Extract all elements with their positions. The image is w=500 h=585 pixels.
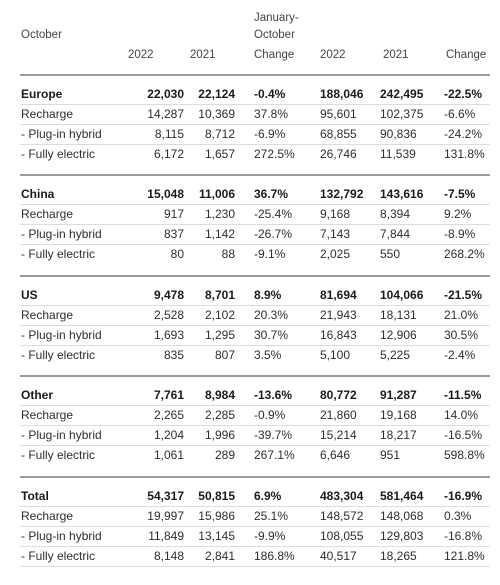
oct-2022-cell: 8,148 <box>153 549 184 563</box>
oct-change-cell: -9.9% <box>254 529 286 543</box>
ytd-2021-cell: 18,217 <box>380 428 417 442</box>
oct-2022-cell: 19,997 <box>147 509 184 523</box>
header-col-ytd-2022: 2022 <box>320 49 346 61</box>
oct-2021-cell: 1,657 <box>204 147 235 161</box>
ytd-change-cell: 21.0% <box>444 308 479 322</box>
section-divider <box>20 174 490 176</box>
ytd-2021-cell: 90,836 <box>380 127 417 141</box>
oct-change-cell: 272.5% <box>254 147 295 161</box>
table-row <box>0 526 500 546</box>
oct-2021-cell: 50,815 <box>198 489 235 503</box>
ytd-change-cell: -24.2% <box>444 127 483 141</box>
oct-2021-cell: 8,712 <box>204 127 235 141</box>
header-period-label: October <box>21 29 62 41</box>
ytd-2022-cell: 483,304 <box>320 489 364 503</box>
oct-change-cell: -6.9% <box>254 127 286 141</box>
oct-2022-cell: 22,030 <box>147 87 184 101</box>
ytd-change-cell: -22.5% <box>444 87 483 101</box>
ytd-change-cell: 268.2% <box>444 247 485 261</box>
row-label: - Plug-in hybrid <box>21 328 102 342</box>
ytd-2022-cell: 188,046 <box>320 87 364 101</box>
ytd-2021-cell: 12,906 <box>380 328 417 342</box>
ytd-2021-cell: 19,168 <box>380 408 417 422</box>
oct-2022-cell: 1,693 <box>153 328 184 342</box>
ytd-2022-cell: 80,772 <box>320 388 357 402</box>
oct-2021-cell: 13,145 <box>198 529 235 543</box>
ytd-2022-cell: 16,843 <box>320 328 357 342</box>
section-divider <box>20 74 490 76</box>
row-label: China <box>21 187 55 201</box>
row-label: - Plug-in hybrid <box>21 529 102 543</box>
table-row <box>0 506 500 526</box>
oct-2021-cell: 1,142 <box>204 227 235 241</box>
section-divider <box>20 476 490 478</box>
row-label: Recharge <box>21 207 74 221</box>
table-row <box>0 445 500 465</box>
row-label: - Fully electric <box>21 348 96 362</box>
row-label: - Fully electric <box>21 147 96 161</box>
ytd-2022-cell: 5,100 <box>320 348 351 362</box>
header-col-2022: 2022 <box>128 49 154 61</box>
oct-2022-cell: 2,528 <box>153 308 184 322</box>
ytd-2022-cell: 148,572 <box>320 509 364 523</box>
ytd-change-cell: 30.5% <box>444 328 479 342</box>
oct-change-cell: 6.9% <box>254 489 282 503</box>
oct-change-cell: 267.1% <box>254 448 295 462</box>
table-region-row <box>0 385 500 405</box>
oct-2022-cell: 837 <box>163 227 184 241</box>
table-row <box>0 204 500 224</box>
ytd-2022-cell: 6,646 <box>320 448 351 462</box>
ytd-2021-cell: 581,464 <box>380 489 424 503</box>
oct-2022-cell: 1,204 <box>153 428 184 442</box>
ytd-change-cell: -16.8% <box>444 529 483 543</box>
table-region-row <box>0 285 500 305</box>
oct-2021-cell: 11,006 <box>198 187 235 201</box>
ytd-2021-cell: 242,495 <box>380 87 424 101</box>
row-label: Recharge <box>21 107 74 121</box>
table-row <box>0 345 500 365</box>
oct-change-cell: -39.7% <box>254 428 293 442</box>
oct-2022-cell: 54,317 <box>147 489 184 503</box>
oct-2021-cell: 22,124 <box>198 87 235 101</box>
row-label: Recharge <box>21 509 74 523</box>
ytd-2021-cell: 951 <box>380 448 401 462</box>
header-ytd-label-line1: January- <box>254 12 299 24</box>
oct-2021-cell: 2,102 <box>204 308 235 322</box>
ytd-2021-cell: 104,066 <box>380 288 424 302</box>
oct-change-cell: 186.8% <box>254 549 295 563</box>
oct-change-cell: -26.7% <box>254 227 293 241</box>
row-label: - Fully electric <box>21 247 96 261</box>
oct-change-cell: 36.7% <box>254 187 289 201</box>
table-row <box>0 244 500 264</box>
table-row <box>0 224 500 244</box>
ytd-change-cell: 121.8% <box>444 549 485 563</box>
row-label: Total <box>21 489 49 503</box>
row-label: - Plug-in hybrid <box>21 428 102 442</box>
ytd-2022-cell: 7,143 <box>320 227 351 241</box>
ytd-change-cell: 131.8% <box>444 147 485 161</box>
ytd-2022-cell: 26,746 <box>320 147 357 161</box>
oct-2022-cell: 80 <box>170 247 184 261</box>
table-bottom-divider <box>20 566 490 567</box>
oct-2022-cell: 835 <box>163 348 184 362</box>
table-row <box>0 325 500 345</box>
row-label: Europe <box>21 87 63 101</box>
ytd-2022-cell: 81,694 <box>320 288 357 302</box>
oct-2021-cell: 2,841 <box>204 549 235 563</box>
ytd-2022-cell: 108,055 <box>320 529 364 543</box>
oct-2022-cell: 917 <box>163 207 184 221</box>
ytd-2022-cell: 2,025 <box>320 247 351 261</box>
table-row <box>0 144 500 164</box>
oct-2022-cell: 8,115 <box>154 127 184 141</box>
ytd-2022-cell: 95,601 <box>320 107 357 121</box>
table-row <box>0 124 500 144</box>
ytd-2022-cell: 68,855 <box>320 127 357 141</box>
ytd-change-cell: 598.8% <box>444 448 485 462</box>
header-ytd-label-line2: October <box>254 29 295 41</box>
ytd-2021-cell: 8,394 <box>380 207 411 221</box>
row-label: - Plug-in hybrid <box>21 227 102 241</box>
ytd-change-cell: -2.4% <box>444 348 476 362</box>
ytd-2022-cell: 9,168 <box>320 207 351 221</box>
ytd-2021-cell: 143,616 <box>380 187 424 201</box>
oct-2021-cell: 10,369 <box>198 107 235 121</box>
oct-2021-cell: 289 <box>214 448 235 462</box>
ytd-2021-cell: 5,225 <box>380 348 411 362</box>
ytd-change-cell: -6.6% <box>444 107 476 121</box>
row-label: - Fully electric <box>21 549 96 563</box>
table-row <box>0 425 500 445</box>
oct-2021-cell: 1,230 <box>204 207 235 221</box>
oct-2021-cell: 1,295 <box>204 328 235 342</box>
oct-2022-cell: 15,048 <box>147 187 184 201</box>
ytd-change-cell: -16.9% <box>444 489 483 503</box>
oct-change-cell: -13.6% <box>254 388 293 402</box>
ytd-2022-cell: 15,214 <box>320 428 357 442</box>
table-region-row <box>0 84 500 104</box>
row-label: - Plug-in hybrid <box>21 127 102 141</box>
row-label: Other <box>21 388 54 402</box>
ytd-change-cell: -8.9% <box>444 227 476 241</box>
oct-2021-cell: 8,701 <box>204 288 235 302</box>
ytd-2021-cell: 91,287 <box>380 388 417 402</box>
ytd-2021-cell: 18,265 <box>380 549 417 563</box>
section-divider <box>20 375 490 377</box>
oct-change-cell: 8.9% <box>254 288 282 302</box>
oct-change-cell: -25.4% <box>254 207 293 221</box>
oct-2021-cell: 8,984 <box>204 388 235 402</box>
oct-change-cell: 20.3% <box>254 308 289 322</box>
oct-2021-cell: 1,996 <box>204 428 235 442</box>
row-label: Recharge <box>21 408 74 422</box>
ytd-change-cell: 14.0% <box>444 408 479 422</box>
ytd-2021-cell: 148,068 <box>380 509 424 523</box>
ytd-change-cell: 0.3% <box>444 509 472 523</box>
row-label: US <box>21 288 38 302</box>
table-row <box>0 104 500 124</box>
oct-change-cell: 3.5% <box>254 348 282 362</box>
oct-2022-cell: 11,849 <box>148 529 184 543</box>
ytd-2021-cell: 7,844 <box>380 227 411 241</box>
ytd-2022-cell: 40,517 <box>320 549 357 563</box>
oct-change-cell: 37.8% <box>254 107 289 121</box>
table-row <box>0 305 500 325</box>
oct-change-cell: 25.1% <box>254 509 289 523</box>
ytd-2021-cell: 102,375 <box>380 107 424 121</box>
row-label: - Fully electric <box>21 448 96 462</box>
oct-2021-cell: 2,285 <box>204 408 235 422</box>
oct-change-cell: -0.4% <box>254 87 286 101</box>
header-col-ytd-change: Change <box>446 49 487 61</box>
oct-change-cell: 30.7% <box>254 328 289 342</box>
row-label: Recharge <box>21 308 74 322</box>
ytd-2021-cell: 550 <box>380 247 401 261</box>
ytd-change-cell: -7.5% <box>444 187 476 201</box>
oct-2022-cell: 6,172 <box>153 147 184 161</box>
ytd-2022-cell: 132,792 <box>320 187 364 201</box>
oct-2021-cell: 807 <box>214 348 235 362</box>
header-col-2021: 2021 <box>190 49 216 61</box>
table-row <box>0 546 500 566</box>
header-col-ytd-2021: 2021 <box>383 49 409 61</box>
ytd-2021-cell: 18,131 <box>380 308 417 322</box>
ytd-change-cell: -11.5% <box>444 388 482 402</box>
ytd-2021-cell: 11,539 <box>380 147 416 161</box>
oct-2022-cell: 14,287 <box>147 107 184 121</box>
oct-2022-cell: 2,265 <box>153 408 184 422</box>
oct-2022-cell: 1,061 <box>153 448 184 462</box>
oct-2022-cell: 9,478 <box>153 288 184 302</box>
table-region-row <box>0 184 500 204</box>
ytd-2022-cell: 21,860 <box>320 408 357 422</box>
oct-2021-cell: 88 <box>221 247 235 261</box>
table-region-row <box>0 486 500 506</box>
ytd-change-cell: -21.5% <box>444 288 483 302</box>
table-row <box>0 405 500 425</box>
ytd-2022-cell: 21,943 <box>320 308 357 322</box>
ytd-change-cell: 9.2% <box>444 207 472 221</box>
oct-change-cell: -9.1% <box>254 247 286 261</box>
oct-2021-cell: 15,986 <box>198 509 235 523</box>
section-divider <box>20 275 490 277</box>
header-col-change: Change <box>254 49 295 61</box>
oct-change-cell: -0.9% <box>254 408 286 422</box>
ytd-2021-cell: 129,803 <box>380 529 424 543</box>
ytd-change-cell: -16.5% <box>444 428 483 442</box>
oct-2022-cell: 7,761 <box>153 388 184 402</box>
